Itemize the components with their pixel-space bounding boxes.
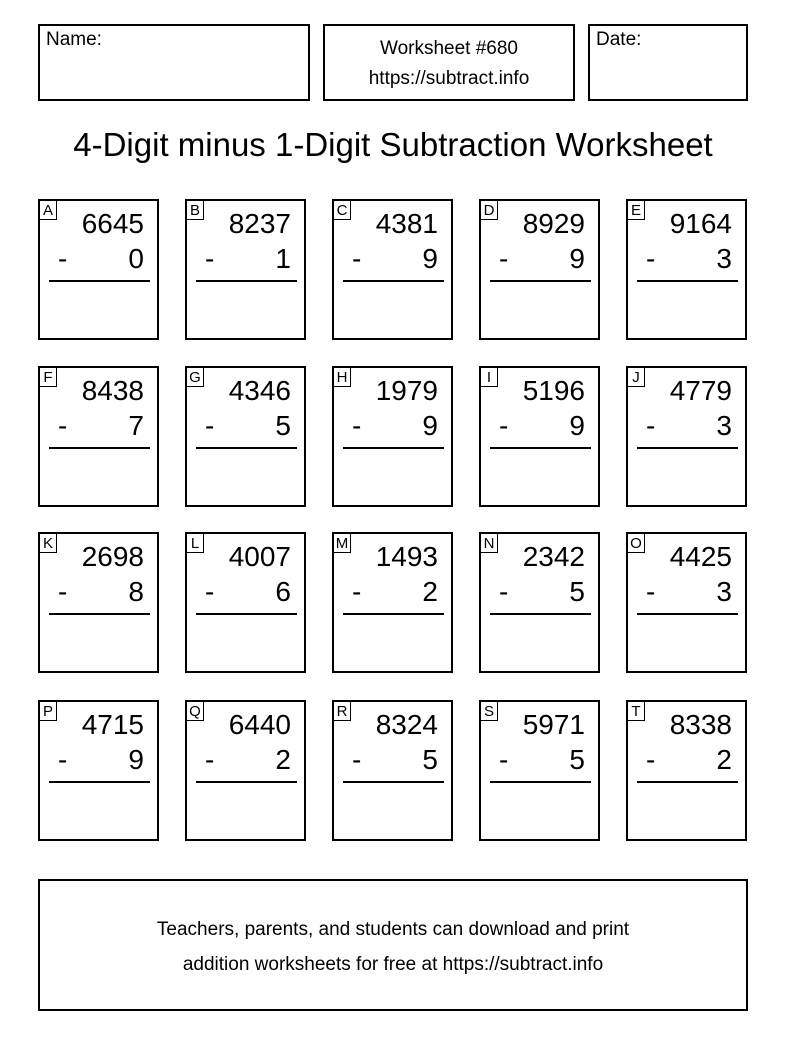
subtrahend: 1	[275, 243, 291, 274]
problem-label: O	[627, 533, 645, 553]
subtrahend: 3	[716, 243, 732, 274]
answer-line	[343, 280, 444, 282]
problem-card[interactable]	[332, 199, 453, 340]
answer-line	[490, 781, 591, 783]
problem-card[interactable]	[626, 700, 747, 841]
problem-card[interactable]	[38, 700, 159, 841]
answer-line	[196, 280, 297, 282]
minuend: 2342	[522, 541, 585, 572]
minus-sign: -	[499, 243, 509, 274]
answer-line	[637, 613, 738, 615]
problem-card[interactable]	[479, 700, 600, 841]
problem-label: I	[480, 367, 498, 387]
answer-line	[637, 447, 738, 449]
problem-label: G	[186, 367, 204, 387]
minus-sign: -	[58, 410, 68, 441]
subtrahend: 9	[569, 410, 585, 441]
subtrahend: 5	[275, 410, 291, 441]
minus-sign: -	[58, 744, 68, 775]
minuend: 5196	[522, 375, 585, 406]
problem-card[interactable]	[626, 366, 747, 507]
problem-card[interactable]	[185, 700, 306, 841]
subtrahend: 7	[128, 410, 144, 441]
minus-sign: -	[58, 243, 68, 274]
minuend: 6645	[81, 208, 144, 239]
problem-card[interactable]	[332, 366, 453, 507]
answer-line	[49, 613, 150, 615]
problem-label: K	[39, 533, 57, 553]
subtrahend: 5	[569, 576, 585, 607]
name-field[interactable]	[38, 24, 310, 101]
problem-label: E	[627, 200, 645, 220]
minus-sign: -	[205, 744, 215, 775]
problem-label: A	[39, 200, 57, 220]
problem-card[interactable]	[479, 366, 600, 507]
site-url: https://subtract.info	[368, 68, 530, 89]
subtrahend: 8	[128, 576, 144, 607]
date-label: Date:	[596, 29, 642, 50]
minuend: 8237	[228, 208, 291, 239]
subtrahend: 0	[128, 243, 144, 274]
answer-line	[343, 447, 444, 449]
minus-sign: -	[352, 576, 362, 607]
problem-label: M	[333, 533, 351, 553]
problem-label: T	[627, 701, 645, 721]
minus-sign: -	[205, 576, 215, 607]
minuend: 6440	[228, 709, 291, 740]
problem-label: Q	[186, 701, 204, 721]
minuend: 8438	[81, 375, 144, 406]
subtrahend: 5	[422, 744, 438, 775]
minus-sign: -	[352, 410, 362, 441]
minus-sign: -	[646, 744, 656, 775]
subtrahend: 9	[422, 410, 438, 441]
worksheet-info-box	[323, 24, 575, 101]
problem-card[interactable]	[332, 532, 453, 673]
minuend: 1979	[375, 375, 438, 406]
problem-label: D	[480, 200, 498, 220]
subtrahend: 2	[275, 744, 291, 775]
footer-note	[38, 879, 748, 1011]
minus-sign: -	[352, 744, 362, 775]
problem-card[interactable]	[626, 532, 747, 673]
problem-label: J	[627, 367, 645, 387]
minuend: 4007	[228, 541, 291, 572]
problem-label: C	[333, 200, 351, 220]
minuend: 4425	[669, 541, 732, 572]
page-title: 4-Digit minus 1-Digit Subtraction Worksheet	[73, 126, 713, 163]
problem-label: P	[39, 701, 57, 721]
problem-card[interactable]	[38, 199, 159, 340]
minus-sign: -	[646, 243, 656, 274]
minus-sign: -	[205, 410, 215, 441]
minus-sign: -	[646, 576, 656, 607]
problem-card[interactable]	[626, 199, 747, 340]
minus-sign: -	[499, 576, 509, 607]
minuend: 2698	[81, 541, 144, 572]
date-field[interactable]	[588, 24, 748, 101]
minus-sign: -	[58, 576, 68, 607]
answer-line	[490, 447, 591, 449]
answer-line	[343, 613, 444, 615]
problem-label: S	[480, 701, 498, 721]
subtrahend: 3	[716, 410, 732, 441]
subtrahend: 2	[716, 744, 732, 775]
minus-sign: -	[646, 410, 656, 441]
minus-sign: -	[352, 243, 362, 274]
problem-card[interactable]	[185, 199, 306, 340]
problem-label: B	[186, 200, 204, 220]
name-label: Name:	[46, 29, 102, 50]
answer-line	[343, 781, 444, 783]
minuend: 8929	[522, 208, 585, 239]
answer-line	[637, 781, 738, 783]
minuend: 9164	[669, 208, 732, 239]
problem-card[interactable]	[332, 700, 453, 841]
answer-line	[490, 280, 591, 282]
minus-sign: -	[499, 744, 509, 775]
problem-card[interactable]	[38, 366, 159, 507]
subtrahend: 9	[128, 744, 144, 775]
answer-line	[637, 280, 738, 282]
minuend: 8324	[375, 709, 438, 740]
problem-label: L	[186, 533, 204, 553]
minuend: 4381	[375, 208, 438, 239]
answer-line	[196, 447, 297, 449]
minuend: 4346	[228, 375, 291, 406]
minuend: 4715	[81, 709, 144, 740]
answer-line	[49, 447, 150, 449]
minus-sign: -	[205, 243, 215, 274]
problem-label: H	[333, 367, 351, 387]
answer-line	[196, 613, 297, 615]
subtrahend: 9	[422, 243, 438, 274]
footer-line-1: Teachers, parents, and students can download and print	[156, 919, 630, 940]
problem-label: R	[333, 701, 351, 721]
problem-card[interactable]	[479, 532, 600, 673]
minuend: 8338	[669, 709, 732, 740]
problem-card[interactable]	[185, 366, 306, 507]
subtrahend: 2	[422, 576, 438, 607]
problem-label: F	[39, 367, 57, 387]
minuend: 1493	[375, 541, 438, 572]
answer-line	[49, 781, 150, 783]
subtrahend: 5	[569, 744, 585, 775]
answer-line	[196, 781, 297, 783]
problem-card[interactable]	[185, 532, 306, 673]
footer-line-2: addition worksheets for free at https://subtract.info	[182, 954, 604, 975]
worksheet-number: Worksheet #680	[379, 38, 518, 59]
answer-line	[49, 280, 150, 282]
subtrahend: 9	[569, 243, 585, 274]
minus-sign: -	[499, 410, 509, 441]
answer-line	[490, 613, 591, 615]
subtrahend: 6	[275, 576, 291, 607]
problem-card[interactable]	[479, 199, 600, 340]
problem-label: N	[480, 533, 498, 553]
subtrahend: 3	[716, 576, 732, 607]
minuend: 5971	[522, 709, 585, 740]
minuend: 4779	[669, 375, 732, 406]
problem-card[interactable]	[38, 532, 159, 673]
